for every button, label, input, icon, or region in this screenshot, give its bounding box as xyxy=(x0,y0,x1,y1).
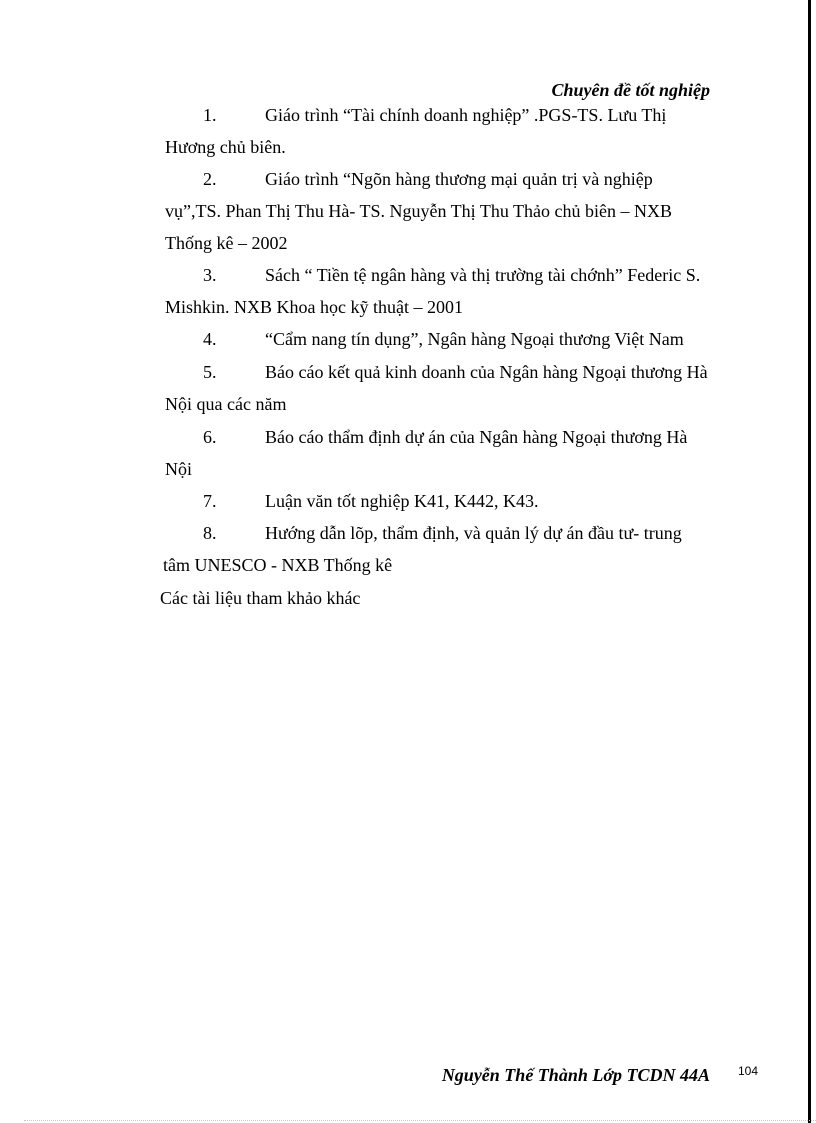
page-number: 104 xyxy=(738,1064,759,1078)
reference-5-line-2: Nội qua các năm xyxy=(165,394,287,414)
reference-2-line-1: Giáo trình “Ngõn hàng thương mại quản trị và nghiệp xyxy=(265,169,653,189)
reference-7-line-1: Luận văn tốt nghiệp K41, K442, K43. xyxy=(265,491,539,511)
reference-8-number: 8. xyxy=(203,523,217,543)
reference-6-number: 6. xyxy=(203,427,217,447)
page-right-border xyxy=(808,0,811,1123)
reference-4-line-1: “Cẩm nang tín dụng”, Ngân hàng Ngoại thương Việt Nam xyxy=(265,329,684,349)
reference-2-line-2: vụ”,TS. Phan Thị Thu Hà- TS. Nguyễn Thị Thu Thảo chủ biên – NXB xyxy=(165,201,672,221)
footer-author-class: Nguyễn Thế Thành Lớp TCDN 44A xyxy=(441,1065,710,1085)
page-header-title: Chuyên đề tốt nghiệp xyxy=(551,80,710,100)
reference-7-number: 7. xyxy=(203,491,217,511)
reference-2-number: 2. xyxy=(203,169,217,189)
reference-5-number: 5. xyxy=(203,362,217,382)
reference-1-line-1: Giáo trình “Tài chính doanh nghiệp” .PGS-TS. Lưu Thị xyxy=(265,105,667,125)
reference-1-number: 1. xyxy=(203,105,217,125)
reference-8-line-1: Hướng dẫn lõp, thẩm định, và quản lý dự án đầu tư- trung xyxy=(265,523,682,543)
reference-8-line-2: tâm UNESCO - NXB Thống kê xyxy=(163,555,393,575)
reference-1-line-2: Hương chủ biên. xyxy=(165,137,286,157)
reference-6-line-1: Báo cáo thẩm định dự án của Ngân hàng Ngoại thương Hà xyxy=(265,427,688,447)
other-references-note: Các tài liệu tham khảo khác xyxy=(160,588,361,608)
reference-2-line-3: Thống kê – 2002 xyxy=(165,233,288,253)
reference-3-number: 3. xyxy=(203,265,217,285)
page-bottom-divider xyxy=(24,1120,816,1122)
reference-6-line-2: Nội xyxy=(165,459,192,479)
reference-4-number: 4. xyxy=(203,329,217,349)
reference-3-line-1: Sách “ Tiền tệ ngân hàng và thị trường tài chớnh” Federic S. xyxy=(265,265,701,285)
reference-5-line-1: Báo cáo kết quả kinh doanh của Ngân hàng Ngoại thương Hà xyxy=(265,362,708,382)
reference-3-line-2: Mishkin. NXB Khoa học kỹ thuật – 2001 xyxy=(165,297,463,317)
